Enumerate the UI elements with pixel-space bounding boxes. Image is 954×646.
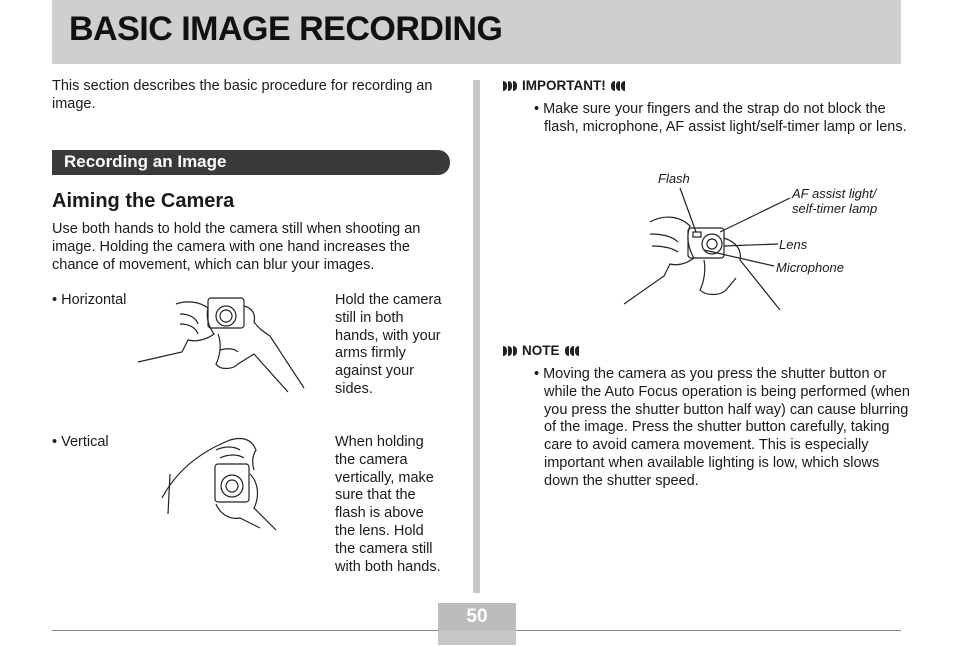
note-bullet: • Moving the camera as you press the shutter button or while the Auto Focus operation is being performed (when you press the shutter button half way) can cause blurring of the image. Press the shutter button carefully, taking care to avoid camera movement. This is especially important when available lighting is low, which slows down the shutter speed. [534,366,910,489]
intro-text: This section describes the basic procedure for recording an image. [52,78,433,112]
vertical-hold-illustration [160,434,310,534]
vertical-description: When holding the camera vertically, make sure that the flash is above the lens. Hold the camera still with both hands. [335,434,441,575]
arrows-left-icon [611,81,625,91]
arrows-right-icon [503,81,517,91]
vertical-label: • Vertical [52,434,109,450]
page-number: 50 [438,603,516,631]
horizontal-hold-illustration [136,292,306,396]
page-number-strip [438,631,516,645]
important-heading [503,78,625,93]
page-title: BASIC IMAGE RECORDING [69,10,503,48]
aiming-text: Use both hands to hold the camera still when shooting an image. Holding the camera with one hand increases the chance of movement, which can blur your images. [52,221,421,273]
important-bullet: • Make sure your fingers and the strap do not block the flash, microphone, AF assist light/self-timer lamp or lens. [534,101,907,135]
arrows-right-icon [503,346,517,356]
horizontal-description: Hold the camera still in both hands, with your arms firmly against your sides. [335,292,442,397]
column-divider [473,80,480,593]
flash-label: Flash [658,171,690,186]
important-title: IMPORTANT! [522,78,606,93]
note-heading [503,343,579,358]
lens-label: Lens [779,237,808,252]
section-title: Recording an Image [64,152,227,171]
horizontal-label: • Horizontal [52,292,127,308]
note-title: NOTE [522,343,560,358]
title-bar [52,0,901,64]
af-assist-label: AF assist light/ self-timer lamp [792,186,878,216]
subheading: Aiming the Camera [52,190,235,212]
section-header [52,150,450,175]
arrows-left-icon [565,346,579,356]
microphone-label: Microphone [776,260,844,275]
